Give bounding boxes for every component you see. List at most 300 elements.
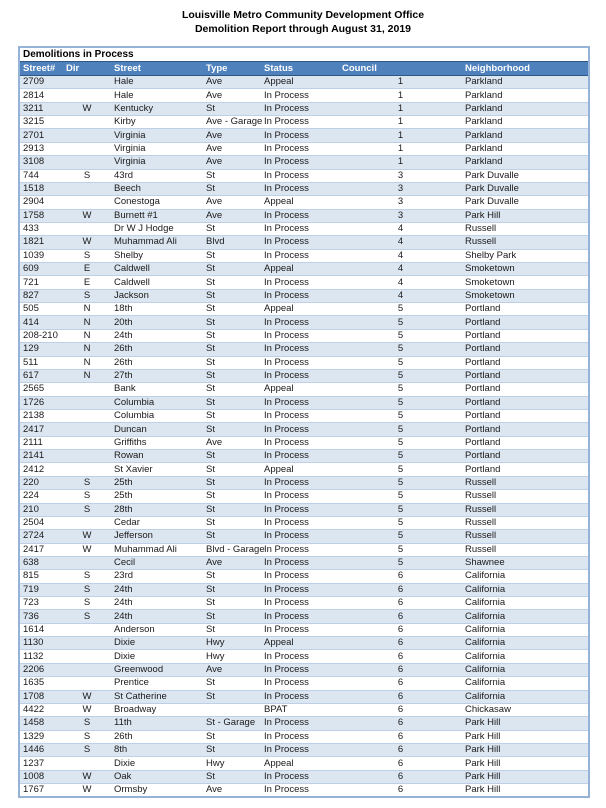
table-row: [19, 503, 589, 516]
cell-council: 5: [339, 476, 462, 489]
cell-status: In Process: [261, 222, 339, 235]
cell-status: In Process: [261, 89, 339, 102]
cell-street: Prentice: [111, 677, 203, 690]
table-row: [19, 583, 589, 596]
cell-council: 5: [339, 303, 462, 316]
cell-street: 414: [19, 316, 63, 329]
cell-street: Virginia: [111, 129, 203, 142]
cell-council: 4: [339, 276, 462, 289]
table-row: [19, 196, 589, 209]
cell-council: 6: [339, 690, 462, 703]
table-row: [19, 142, 589, 155]
cell-dir: S: [63, 730, 111, 743]
column-header-street: Street: [111, 62, 203, 76]
cell-council: 5: [339, 530, 462, 543]
cell-status: In Process: [261, 743, 339, 756]
cell-dir: S: [63, 570, 111, 583]
cell-dir: N: [63, 356, 111, 369]
cell-neighborhood: Russell: [462, 476, 589, 489]
table-row: [19, 450, 589, 463]
cell-neighborhood: Smoketown: [462, 289, 589, 302]
cell-status: In Process: [261, 583, 339, 596]
cell-neighborhood: Smoketown: [462, 263, 589, 276]
cell-dir: [63, 76, 111, 89]
cell-status: In Process: [261, 770, 339, 783]
table-row: [19, 476, 589, 489]
cell-type: St: [203, 276, 261, 289]
cell-type: Hwy: [203, 650, 261, 663]
table-row: [19, 556, 589, 569]
cell-street: 24th: [111, 597, 203, 610]
table-row: [19, 623, 589, 636]
table-row: [19, 436, 589, 449]
cell-type: Ave: [203, 156, 261, 169]
cell-street: 20th: [111, 316, 203, 329]
table-row: [19, 516, 589, 529]
cell-dir: [63, 516, 111, 529]
cell-dir: W: [63, 770, 111, 783]
cell-council: 6: [339, 610, 462, 623]
cell-type: St: [203, 343, 261, 356]
cell-neighborhood: Russell: [462, 222, 589, 235]
cell-type: St: [203, 316, 261, 329]
cell-street: 2206: [19, 663, 63, 676]
table-row: [19, 730, 589, 743]
table-row: [19, 209, 589, 222]
cell-neighborhood: Parkland: [462, 156, 589, 169]
table-row: [19, 637, 589, 650]
cell-neighborhood: California: [462, 663, 589, 676]
cell-street: 2138: [19, 409, 63, 422]
cell-dir: [63, 650, 111, 663]
cell-street: 23rd: [111, 570, 203, 583]
cell-street: 1130: [19, 637, 63, 650]
table-row: [19, 329, 589, 342]
cell-council: 3: [339, 209, 462, 222]
cell-status: In Process: [261, 409, 339, 422]
cell-dir: S: [63, 169, 111, 182]
cell-neighborhood: California: [462, 583, 589, 596]
cell-street: 721: [19, 276, 63, 289]
cell-neighborhood: Portland: [462, 356, 589, 369]
cell-status: Appeal: [261, 463, 339, 476]
cell-status: In Process: [261, 450, 339, 463]
cell-type: St: [203, 169, 261, 182]
cell-street: 609: [19, 263, 63, 276]
cell-street: Cecil: [111, 556, 203, 569]
cell-status: Appeal: [261, 196, 339, 209]
cell-neighborhood: Park Hill: [462, 209, 589, 222]
cell-dir: W: [63, 102, 111, 115]
cell-status: In Process: [261, 343, 339, 356]
cell-council: 4: [339, 222, 462, 235]
cell-council: 4: [339, 249, 462, 262]
cell-status: In Process: [261, 129, 339, 142]
cell-street: Jefferson: [111, 530, 203, 543]
cell-dir: N: [63, 316, 111, 329]
cell-street: 1614: [19, 623, 63, 636]
table-row: [19, 703, 589, 716]
cell-type: St: [203, 383, 261, 396]
cell-type: St - Garage: [203, 717, 261, 730]
table-row: [19, 182, 589, 195]
cell-council: 6: [339, 703, 462, 716]
cell-council: 6: [339, 784, 462, 798]
table-row: [19, 770, 589, 783]
cell-council: 5: [339, 463, 462, 476]
cell-council: 5: [339, 396, 462, 409]
cell-neighborhood: Russell: [462, 543, 589, 556]
cell-type: St: [203, 530, 261, 543]
cell-council: 1: [339, 102, 462, 115]
cell-council: 6: [339, 637, 462, 650]
table-row: [19, 543, 589, 556]
cell-street: 11th: [111, 717, 203, 730]
cell-council: 4: [339, 289, 462, 302]
cell-street: 723: [19, 597, 63, 610]
table-row: [19, 463, 589, 476]
cell-street: 28th: [111, 503, 203, 516]
cell-council: 6: [339, 770, 462, 783]
table-row: [19, 677, 589, 690]
cell-dir: [63, 89, 111, 102]
cell-council: 1: [339, 156, 462, 169]
cell-neighborhood: Russell: [462, 516, 589, 529]
cell-street: 24th: [111, 583, 203, 596]
cell-status: In Process: [261, 182, 339, 195]
cell-council: 4: [339, 263, 462, 276]
cell-street: 224: [19, 490, 63, 503]
cell-neighborhood: Russell: [462, 503, 589, 516]
cell-neighborhood: Smoketown: [462, 276, 589, 289]
cell-council: 5: [339, 556, 462, 569]
cell-neighborhood: Shawnee: [462, 556, 589, 569]
cell-dir: [63, 156, 111, 169]
table-row: [19, 663, 589, 676]
cell-dir: N: [63, 343, 111, 356]
cell-street: Greenwood: [111, 663, 203, 676]
cell-dir: E: [63, 276, 111, 289]
cell-street: Hale: [111, 76, 203, 89]
cell-status: In Process: [261, 516, 339, 529]
cell-council: 6: [339, 677, 462, 690]
cell-dir: [63, 142, 111, 155]
cell-dir: W: [63, 784, 111, 798]
cell-council: 5: [339, 503, 462, 516]
cell-street: 1329: [19, 730, 63, 743]
cell-council: 6: [339, 717, 462, 730]
cell-status: In Process: [261, 543, 339, 556]
cell-neighborhood: California: [462, 637, 589, 650]
cell-status: In Process: [261, 289, 339, 302]
cell-neighborhood: Portland: [462, 329, 589, 342]
cell-council: 6: [339, 650, 462, 663]
table-row: [19, 249, 589, 262]
cell-street: 638: [19, 556, 63, 569]
cell-status: Appeal: [261, 303, 339, 316]
cell-council: 5: [339, 369, 462, 382]
cell-council: 3: [339, 169, 462, 182]
cell-neighborhood: Portland: [462, 343, 589, 356]
cell-status: In Process: [261, 650, 339, 663]
cell-neighborhood: Parkland: [462, 142, 589, 155]
cell-dir: W: [63, 703, 111, 716]
cell-dir: S: [63, 610, 111, 623]
cell-council: 3: [339, 182, 462, 195]
cell-type: St: [203, 770, 261, 783]
cell-status: In Process: [261, 329, 339, 342]
cell-street: 3211: [19, 102, 63, 115]
table-row: [19, 276, 589, 289]
cell-status: In Process: [261, 784, 339, 798]
cell-council: 5: [339, 356, 462, 369]
cell-neighborhood: Park Hill: [462, 757, 589, 770]
cell-neighborhood: California: [462, 677, 589, 690]
cell-status: In Process: [261, 530, 339, 543]
cell-street: 43rd: [111, 169, 203, 182]
cell-status: In Process: [261, 156, 339, 169]
cell-council: 5: [339, 543, 462, 556]
table-row: [19, 289, 589, 302]
cell-street: Dixie: [111, 650, 203, 663]
cell-dir: [63, 436, 111, 449]
cell-dir: [63, 463, 111, 476]
cell-street: Virginia: [111, 142, 203, 155]
cell-street: Shelby: [111, 249, 203, 262]
cell-neighborhood: Park Hill: [462, 770, 589, 783]
cell-street: Broadway: [111, 703, 203, 716]
cell-dir: S: [63, 476, 111, 489]
cell-neighborhood: Shelby Park: [462, 249, 589, 262]
cell-street: Caldwell: [111, 276, 203, 289]
cell-type: Ave: [203, 784, 261, 798]
cell-status: In Process: [261, 356, 339, 369]
cell-dir: N: [63, 329, 111, 342]
cell-type: St: [203, 610, 261, 623]
cell-dir: [63, 637, 111, 650]
cell-street: Anderson: [111, 623, 203, 636]
cell-council: 5: [339, 316, 462, 329]
cell-street: 2417: [19, 543, 63, 556]
cell-neighborhood: California: [462, 597, 589, 610]
cell-council: 1: [339, 129, 462, 142]
cell-dir: [63, 450, 111, 463]
cell-street: 26th: [111, 343, 203, 356]
cell-street: 827: [19, 289, 63, 302]
cell-dir: [63, 677, 111, 690]
cell-neighborhood: Parkland: [462, 89, 589, 102]
cell-street: 2724: [19, 530, 63, 543]
cell-status: In Process: [261, 730, 339, 743]
cell-street: Cedar: [111, 516, 203, 529]
cell-street: 2565: [19, 383, 63, 396]
cell-status: Appeal: [261, 383, 339, 396]
column-header-council: Council: [339, 62, 462, 76]
table-row: [19, 570, 589, 583]
cell-type: Blvd - Garage: [203, 543, 261, 556]
report-header: [0, 0, 606, 36]
cell-street: 719: [19, 583, 63, 596]
cell-type: Ave: [203, 129, 261, 142]
cell-council: 5: [339, 329, 462, 342]
cell-street: 1821: [19, 236, 63, 249]
cell-status: In Process: [261, 423, 339, 436]
cell-status: In Process: [261, 209, 339, 222]
table-row: [19, 129, 589, 142]
cell-neighborhood: Portland: [462, 463, 589, 476]
cell-status: In Process: [261, 597, 339, 610]
cell-street: 744: [19, 169, 63, 182]
cell-street: Hale: [111, 89, 203, 102]
cell-type: [203, 703, 261, 716]
cell-dir: W: [63, 543, 111, 556]
cell-street: 2709: [19, 76, 63, 89]
table-row: [19, 610, 589, 623]
cell-dir: S: [63, 743, 111, 756]
cell-street: 1446: [19, 743, 63, 756]
cell-dir: S: [63, 503, 111, 516]
table-row: [19, 169, 589, 182]
cell-neighborhood: Portland: [462, 436, 589, 449]
cell-type: St: [203, 222, 261, 235]
cell-street: Oak: [111, 770, 203, 783]
cell-street: 2111: [19, 436, 63, 449]
cell-street: Beech: [111, 182, 203, 195]
cell-status: In Process: [261, 396, 339, 409]
cell-type: Hwy: [203, 757, 261, 770]
cell-neighborhood: Parkland: [462, 102, 589, 115]
cell-status: In Process: [261, 436, 339, 449]
cell-street: 210: [19, 503, 63, 516]
cell-street: Duncan: [111, 423, 203, 436]
cell-street: Griffiths: [111, 436, 203, 449]
cell-street: 1039: [19, 249, 63, 262]
table-row: [19, 650, 589, 663]
cell-type: St: [203, 516, 261, 529]
cell-street: Kirby: [111, 116, 203, 129]
cell-type: St: [203, 463, 261, 476]
cell-dir: [63, 757, 111, 770]
cell-street: 2504: [19, 516, 63, 529]
cell-street: 24th: [111, 610, 203, 623]
cell-street: 2814: [19, 89, 63, 102]
cell-status: In Process: [261, 503, 339, 516]
cell-street: Columbia: [111, 396, 203, 409]
cell-type: St: [203, 182, 261, 195]
cell-status: In Process: [261, 476, 339, 489]
cell-council: 5: [339, 343, 462, 356]
cell-street: Dixie: [111, 757, 203, 770]
cell-status: Appeal: [261, 263, 339, 276]
table-row: [19, 263, 589, 276]
cell-neighborhood: Park Hill: [462, 743, 589, 756]
cell-street: Ormsby: [111, 784, 203, 798]
cell-street: 736: [19, 610, 63, 623]
cell-type: St: [203, 249, 261, 262]
cell-neighborhood: Portland: [462, 369, 589, 382]
cell-status: In Process: [261, 717, 339, 730]
cell-dir: [63, 222, 111, 235]
cell-type: St: [203, 396, 261, 409]
cell-type: Ave: [203, 142, 261, 155]
cell-street: 2141: [19, 450, 63, 463]
cell-neighborhood: Russell: [462, 490, 589, 503]
table-row: [19, 743, 589, 756]
cell-street: Dixie: [111, 637, 203, 650]
cell-street: 1132: [19, 650, 63, 663]
cell-status: In Process: [261, 142, 339, 155]
cell-neighborhood: California: [462, 690, 589, 703]
cell-street: St Xavier: [111, 463, 203, 476]
cell-street: 1458: [19, 717, 63, 730]
cell-street: 25th: [111, 476, 203, 489]
cell-street: Kentucky: [111, 102, 203, 115]
cell-council: 6: [339, 757, 462, 770]
cell-council: 1: [339, 142, 462, 155]
cell-street: Muhammad Ali: [111, 236, 203, 249]
cell-dir: W: [63, 530, 111, 543]
cell-type: St: [203, 409, 261, 422]
cell-street: 2904: [19, 196, 63, 209]
cell-neighborhood: California: [462, 610, 589, 623]
cell-status: Appeal: [261, 757, 339, 770]
table-row: [19, 316, 589, 329]
cell-dir: N: [63, 369, 111, 382]
cell-street: Burnett #1: [111, 209, 203, 222]
cell-type: St: [203, 503, 261, 516]
cell-status: In Process: [261, 623, 339, 636]
cell-type: St: [203, 690, 261, 703]
cell-council: 1: [339, 76, 462, 89]
cell-neighborhood: Russell: [462, 530, 589, 543]
cell-council: 5: [339, 383, 462, 396]
table-row: [19, 343, 589, 356]
cell-dir: [63, 623, 111, 636]
table-row: [19, 597, 589, 610]
cell-status: In Process: [261, 610, 339, 623]
cell-type: St: [203, 597, 261, 610]
cell-neighborhood: Portland: [462, 423, 589, 436]
table-row: [19, 102, 589, 115]
cell-street: 2412: [19, 463, 63, 476]
cell-dir: S: [63, 490, 111, 503]
cell-dir: S: [63, 249, 111, 262]
table-row: [19, 423, 589, 436]
cell-type: St: [203, 356, 261, 369]
cell-type: St: [203, 743, 261, 756]
cell-street: 1635: [19, 677, 63, 690]
cell-status: In Process: [261, 490, 339, 503]
cell-neighborhood: Park Duvalle: [462, 182, 589, 195]
column-header-street: Street#: [19, 62, 63, 76]
column-header-dir: Dir: [63, 62, 111, 76]
cell-street: Virginia: [111, 156, 203, 169]
cell-type: Ave: [203, 663, 261, 676]
cell-type: St: [203, 476, 261, 489]
cell-street: 26th: [111, 356, 203, 369]
cell-street: 505: [19, 303, 63, 316]
cell-street: 1708: [19, 690, 63, 703]
cell-street: 220: [19, 476, 63, 489]
cell-type: Hwy: [203, 637, 261, 650]
cell-type: St: [203, 369, 261, 382]
cell-street: Muhammad Ali: [111, 543, 203, 556]
cell-council: 6: [339, 570, 462, 583]
cell-type: St: [203, 263, 261, 276]
cell-dir: W: [63, 236, 111, 249]
cell-street: St Catherine: [111, 690, 203, 703]
table-row: [19, 369, 589, 382]
